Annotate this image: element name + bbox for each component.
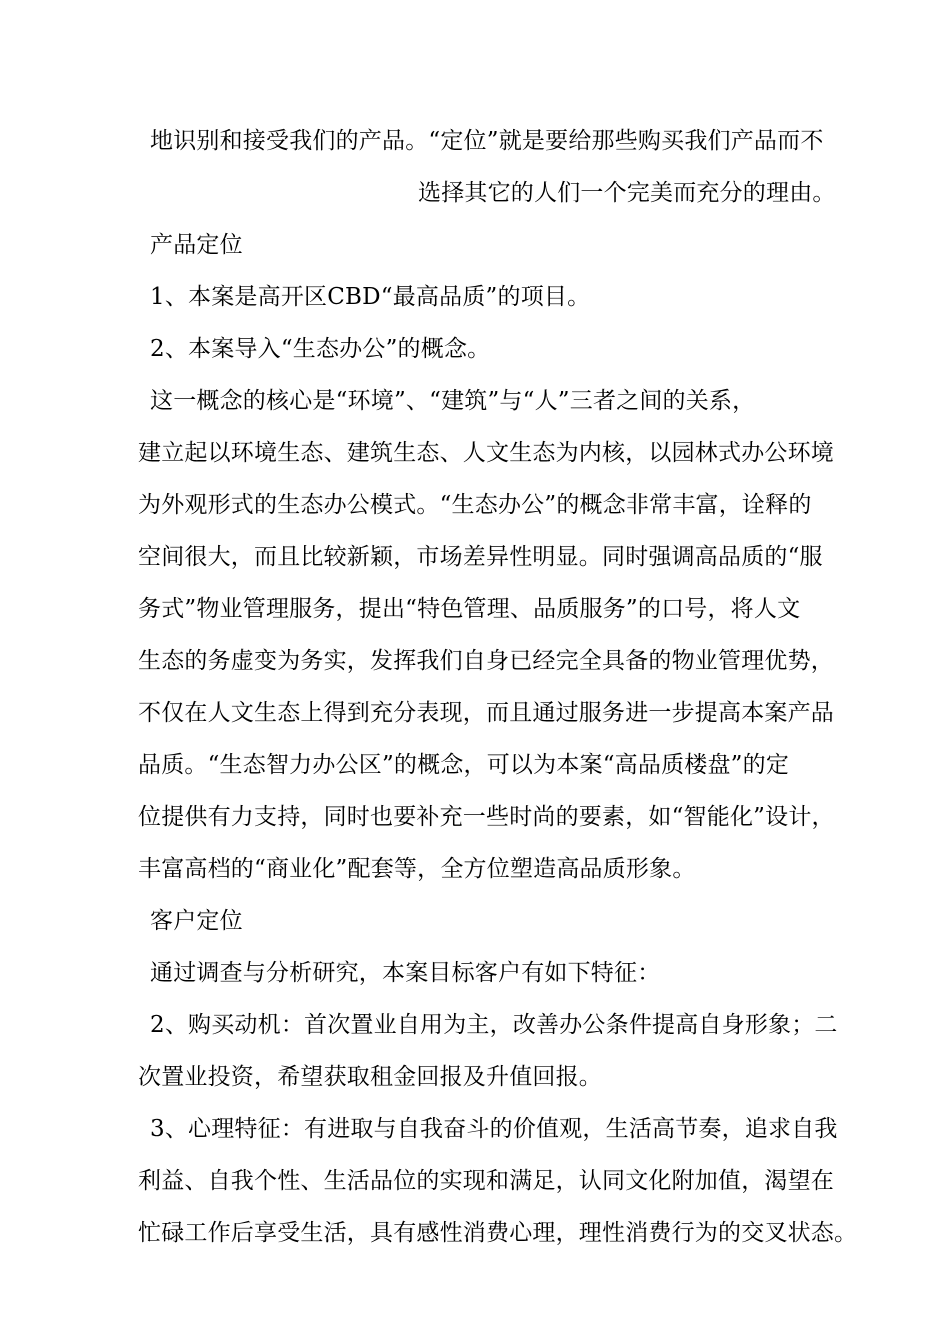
text-line: 这一概念的核心是“环境”、“建筑”与“人”三者之间的关系， [150, 388, 756, 414]
section-heading-product-positioning: 产品定位 [150, 232, 243, 258]
text-line: 空间很大，而且比较新颖，市场差异性明显。同时强调高品质的“服 [138, 544, 823, 570]
text-line: 丰富高档的“商业化”配套等，全方位塑造高品质形象。 [138, 856, 696, 882]
text-line: 为外观形式的生态办公模式。“生态办公”的概念非常丰富，诠释的 [138, 492, 812, 518]
text-line: 地识别和接受我们的产品。“定位”就是要给那些购买我们产品而不 [150, 128, 824, 154]
section-heading-customer-positioning: 客户定位 [150, 908, 243, 934]
text-line: 利益、自我个性、生活品位的实现和满足，认同文化附加值，渴望在 [138, 1168, 834, 1194]
text-line: 品质。“生态智力办公区”的概念，可以为本案“高品质楼盘”的定 [138, 752, 790, 778]
text-line: 忙碌工作后享受生活，具有感性消费心理，理性消费行为的交叉状态。 [138, 1220, 858, 1246]
text-line: 不仅在人文生态上得到充分表现，而且通过服务进一步提高本案产品 [138, 700, 834, 726]
text-line: 生态的务虚变为务实，发挥我们自身已经完全具备的物业管理优势， [138, 648, 834, 674]
text-line: 2、购买动机：首次置业自用为主，改善办公条件提高自身形象；二 [150, 1012, 838, 1038]
text-line: 1、本案是高开区CBD“最高品质”的项目。 [150, 284, 591, 310]
text-line: 位提供有力支持，同时也要补充一些时尚的要素，如“智能化”设计， [138, 804, 835, 830]
text-line: 通过调查与分析研究，本案目标客户有如下特征： [150, 960, 661, 986]
text-line: 建立起以环境生态、建筑生态、人文生态为内核，以园林式办公环境 [138, 440, 834, 466]
text-line: 2、本案导入“生态办公”的概念。 [150, 336, 491, 362]
text-line: 务式”物业管理服务，提出“特色管理、品质服务”的口号，将人文 [138, 596, 801, 622]
text-line: 次置业投资，希望获取租金回报及升值回报。 [138, 1064, 602, 1090]
text-line: 选择其它的人们一个完美而充分的理由。 [418, 180, 836, 206]
text-line: 3、心理特征：有进取与自我奋斗的价值观，生活高节奏，追求自我 [150, 1116, 838, 1142]
